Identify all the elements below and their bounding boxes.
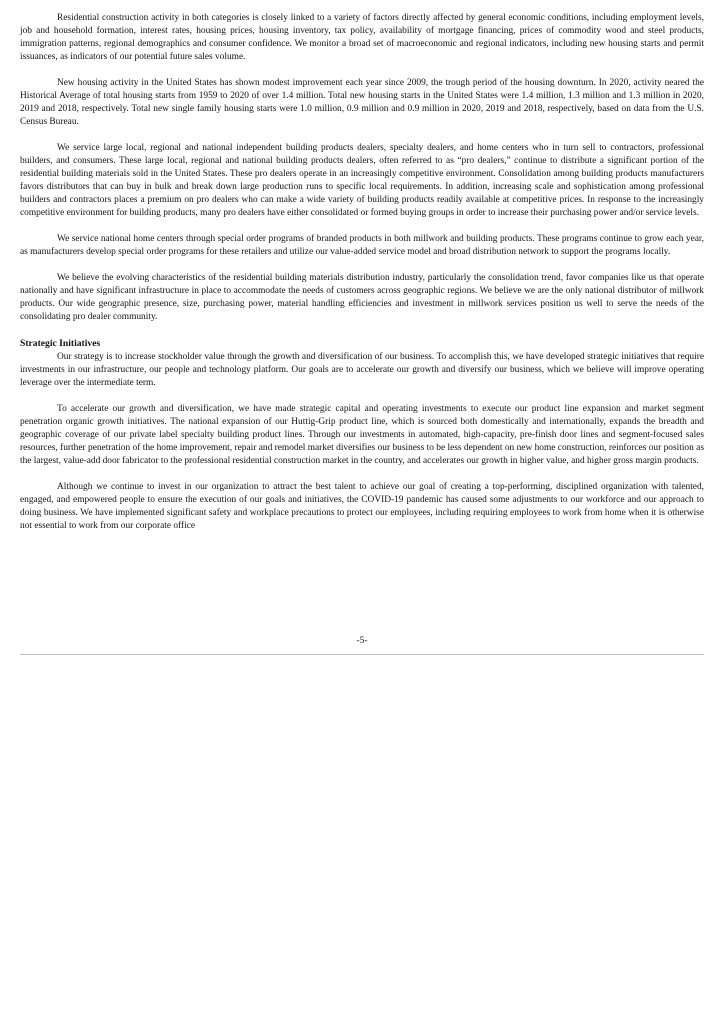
page-divider xyxy=(20,654,704,655)
document-page xyxy=(20,12,704,646)
paragraph-talent-covid: Although we continue to invest in our organization to attract the best talent to achieve our goal of creating a top-performing, disciplined organization with talented, engaged, and empowered people to ensure the execution of our goals and initiatives, the COVID-19 pandemic has caused some adjustments to our workforce and our approach to doing business. We have implemented significant safety and workplace precautions to protect our employees, including requiring employees to work from home when it is otherwise not essential to work from our corporate office xyxy=(20,482,704,531)
paragraph-pro-dealers: We service large local, regional and national independent building products dealers, specialty dealers, and home centers who in turn sell to contractors, professional builders, and consumers. These large local, regional and national building products dealers, often referred to as “pro dealers,” continue to distribute a significant portion of the residential building materials sold in the United States. These pro dealers operate in an increasingly competitive environment. Consolidation among building products manufacturers favors distributors that can buy in bulk and break down large production runs to specific local requirements. In addition, increasing scale and sophistication among professional builders and contractors places a premium on pro dealers who can make a wide variety of building products readily available at competitive prices. In response to the increasingly competitive environment for building products, many pro dealers have either consolidated or formed buying groups in order to increase their purchasing power and/or service levels. xyxy=(20,143,704,218)
paragraph-residential-construction-factors: Residential construction activity in both categories is closely linked to a variety of factors directly affected by general economic conditions, including employment levels, job and household formation, interest rates, housing prices, housing inventory, tax policy, availability of mortgage financing, prices of commodity wood and steel products, immigration patterns, regional demographics and consumer confidence. We monitor a broad set of macroeconomic and regional indicators, including new housing starts and permit issuances, as indicators of our potential future sales volume. xyxy=(20,13,704,62)
paragraph-growth-diversification: To accelerate our growth and diversification, we have made strategic capital and operating investments to execute our product line expansion and market segment penetration organic growth initiatives. The national expansion of our Huttig-Grip product line, which is sourced both domestically and internationally, expands the breadth and geographic coverage of our private label specialty building product lines. Through our investments in automated, high-capacity, pre-finish door lines and segment-focused sales resources, further penetration of the home improvement, repair and remodel market diversifies our business to be less dependent on new home construction, reinforces our position as the largest, value-add door fabricator to the professional residential construction market in the country, and accelerates our growth in higher value, and higher gross margin products. xyxy=(20,404,704,466)
paragraph-national-home-centers: We service national home centers through special order programs of branded products in both millwork and building products. These programs continue to grow each year, as manufacturers develop special order programs for these retailers and utilize our value-added service model and broad distribution network to support the programs locally. xyxy=(20,234,704,257)
paragraph-industry-consolidation: We believe the evolving characteristics of the residential building materials distribution industry, particularly the consolidation trend, favor companies like us that operate nationally and have significant infrastructure in place to accommodate the needs of customers across geographic regions. We believe we are the only national distributor of millwork products. Our wide geographic presence, size, purchasing power, material handling efficiencies and investment in millwork services position us well to serve the needs of the consolidating pro dealer community. xyxy=(20,273,704,322)
paragraph-new-housing-activity: New housing activity in the United States has shown modest improvement each year since 2009, the trough period of the housing downturn. In 2020, activity neared the Historical Average of total housing starts from 1959 to 2020 of over 1.4 million. Total new housing starts in the United States were 1.4 million, 1.3 million and 1.3 million in 2020, 2019 and 2018, respectively. Total new single family housing starts were 1.0 million, 0.9 million and 0.9 million in 2020, 2019 and 2018, respectively, based on data from the U.S. Census Bureau. xyxy=(20,78,704,127)
paragraph-strategy: Our strategy is to increase stockholder value through the growth and diversification of our business. To accomplish this, we have developed strategic initiatives that require investments in our infrastructure, our people and technology platform. Our goals are to accelerate our growth and diversify our business, which we believe will improve operating leverage over the intermediate term. xyxy=(20,352,704,388)
page-number: -5- xyxy=(356,636,368,646)
section-heading-strategic-initiatives: Strategic Initiatives xyxy=(20,338,101,349)
